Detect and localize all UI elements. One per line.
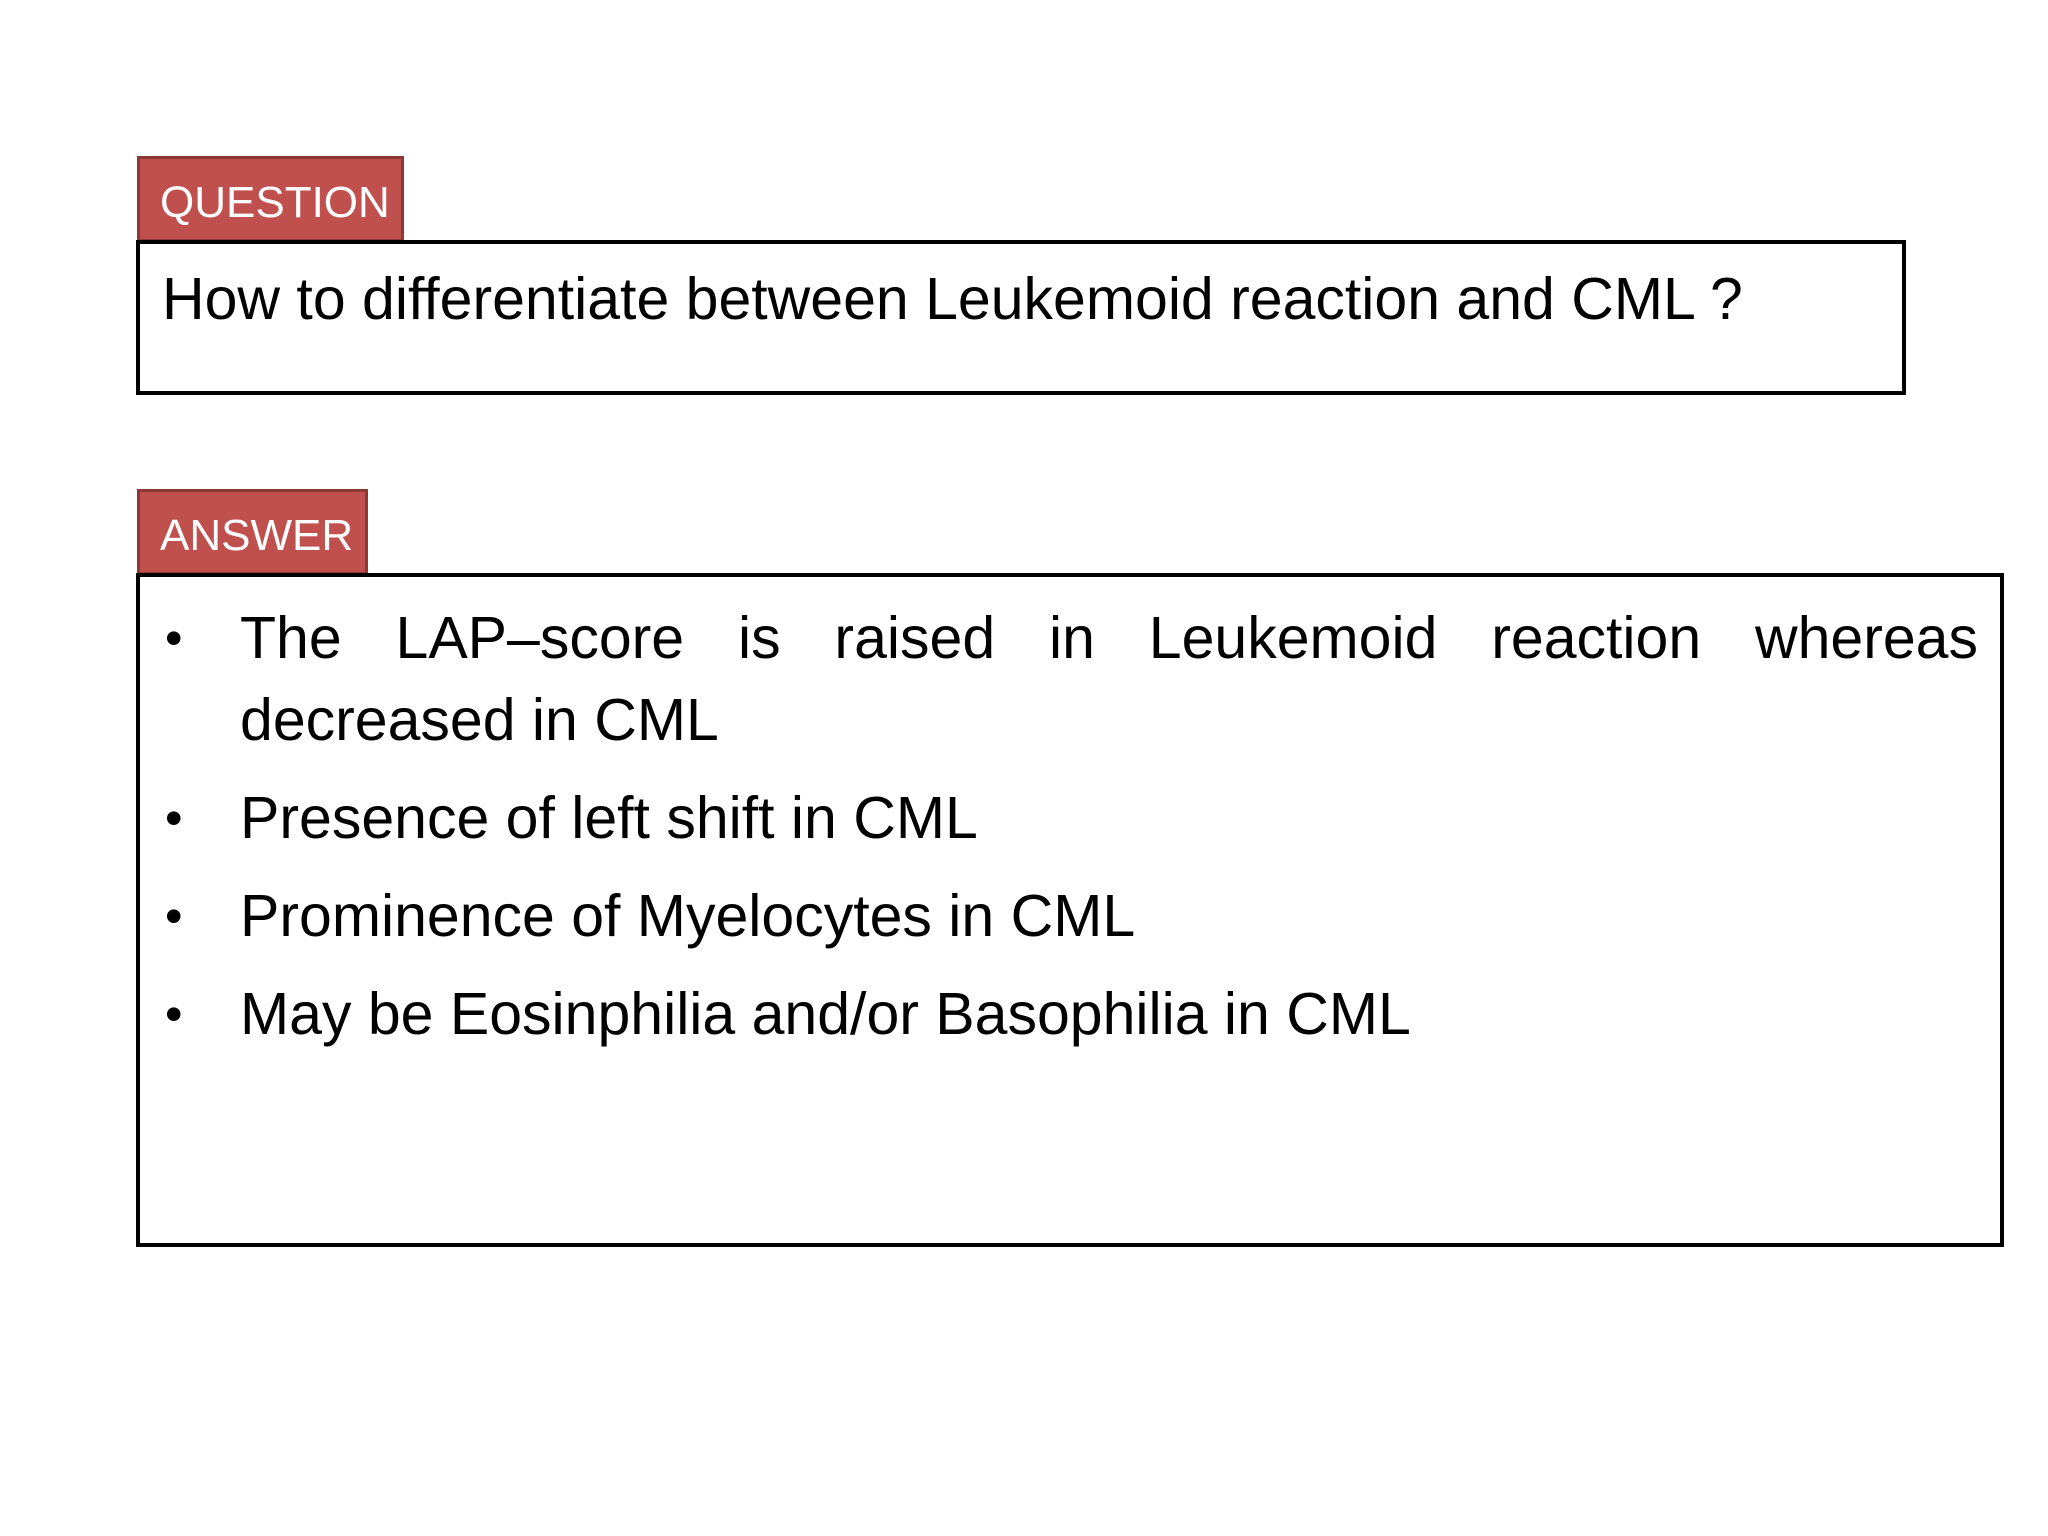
- bullet-icon: •: [165, 888, 183, 944]
- bullet-icon: •: [165, 986, 183, 1042]
- question-box: [136, 240, 1906, 395]
- bullet-icon: •: [165, 790, 183, 846]
- bullet-icon: •: [165, 610, 183, 666]
- answer-label: ANSWER: [137, 489, 368, 575]
- answer-item-text: Prominence of Myelocytes in CML: [240, 883, 1136, 949]
- answer-item-myelocytes: [140, 875, 1978, 957]
- answer-item-eosinophilia: [140, 973, 1978, 1055]
- question-label: QUESTION: [137, 156, 404, 242]
- answer-list: [140, 597, 1978, 1071]
- answer-item-text: May be Eosinphilia and/or Basophilia in CML: [240, 981, 1411, 1047]
- answer-item-left-shift: [140, 777, 1978, 859]
- answer-item-text: The LAP–score is raised in Leukemoid reaction whereas decreased in CML: [240, 605, 1978, 753]
- question-text: How to differentiate between Leukemoid reaction and CML ?: [162, 266, 1743, 332]
- answer-item-text: Presence of left shift in CML: [240, 785, 978, 851]
- answer-item-lap-score: [140, 597, 1978, 761]
- answer-box: [136, 573, 2004, 1247]
